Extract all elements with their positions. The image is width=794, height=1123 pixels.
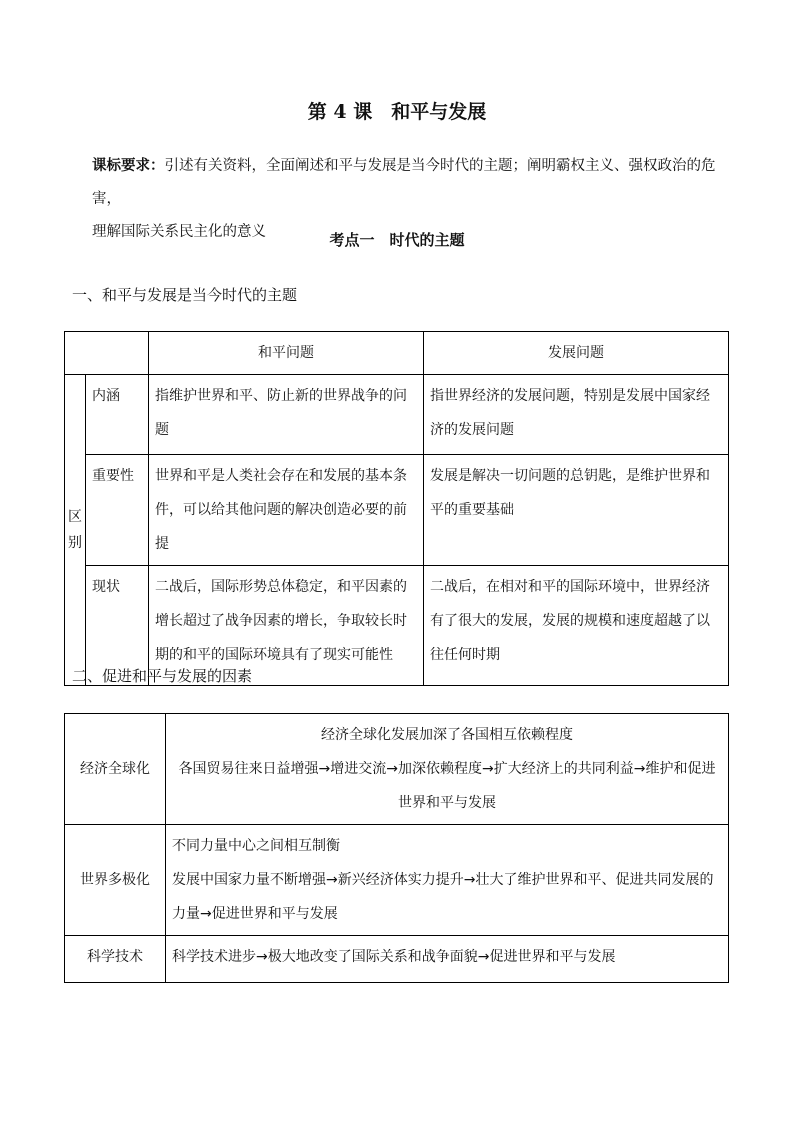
factor-detail-line1: 科学技术进步→极大地改变了国际关系和战争面貌→促进世界和平与发展: [172, 949, 616, 965]
peace-development-table: [64, 331, 729, 686]
factor-detail-line1: 不同力量中心之间相互制衡: [172, 838, 340, 854]
table-row: [65, 375, 729, 455]
section-heading-2: 二、促进和平与发展的因素: [72, 667, 253, 685]
table-row: [65, 714, 729, 825]
factor-detail-line2: 发展中国家力量不断增强→新兴经济体实力提升→壮大了维护世界和平、促进共同发展的力量→促进世界和平与发展: [172, 872, 714, 922]
factors-table: [64, 713, 729, 983]
factor-label: 科学技术: [65, 936, 166, 983]
factor-detail-line1: 经济全球化发展加深了各国相互依赖程度: [321, 727, 573, 743]
table-row: [65, 455, 729, 566]
table-row: [65, 936, 729, 983]
factor-detail: [166, 936, 729, 983]
header-development: 发展问题: [424, 332, 729, 375]
topic-heading: 考点一 时代的主题: [329, 231, 465, 249]
requirement-text-line2: 理解国际关系民主化的意义: [92, 224, 266, 240]
table-header-row: [65, 332, 729, 375]
row-label: 内涵: [86, 375, 149, 455]
requirement-label: 课标要求：: [92, 158, 165, 174]
group-label-difference: 区 别: [65, 375, 86, 686]
development-cell: 发展是解决一切问题的总钥匙，是维护世界和平的重要基础: [424, 455, 729, 566]
peace-cell: 指维护世界和平、防止新的世界战争的问题: [149, 375, 424, 455]
factor-detail-line2: 各国贸易往来日益增强→增进交流→加深依赖程度→扩大经济上的共同利益→维护和促进世界和平与发展: [178, 761, 716, 811]
factor-detail: [166, 825, 729, 936]
section-heading-1: 一、和平与发展是当今时代的主题: [72, 286, 298, 304]
peace-cell: 二战后，国际形势总体稳定，和平因素的增长超过了战争因素的增长，争取较长时期的和平的国际环境具有了现实可能性: [149, 566, 424, 686]
development-cell: 二战后，在相对和平的国际环境中，世界经济有了很大的发展，发展的规模和速度超越了以往任何时期: [424, 566, 729, 686]
empty-corner-cell: [65, 332, 149, 375]
requirement-text-line1: 引述有关资料，全面阐述和平与发展是当今时代的主题；阐明霸权主义、强权政治的危害，: [92, 158, 716, 207]
factor-label: 世界多极化: [65, 825, 166, 936]
factor-label: 经济全球化: [65, 714, 166, 825]
lesson-title: 第 4 课 和平与发展: [307, 101, 487, 123]
header-peace: 和平问题: [149, 332, 424, 375]
development-cell: 指世界经济的发展问题，特别是发展中国家经济的发展问题: [424, 375, 729, 455]
peace-cell: 世界和平是人类社会存在和发展的基本条件，可以给其他问题的解决创造必要的前提: [149, 455, 424, 566]
table-row: [65, 825, 729, 936]
factor-detail: [166, 714, 729, 825]
row-label: 重要性: [86, 455, 149, 566]
row-label: 现状: [86, 566, 149, 686]
